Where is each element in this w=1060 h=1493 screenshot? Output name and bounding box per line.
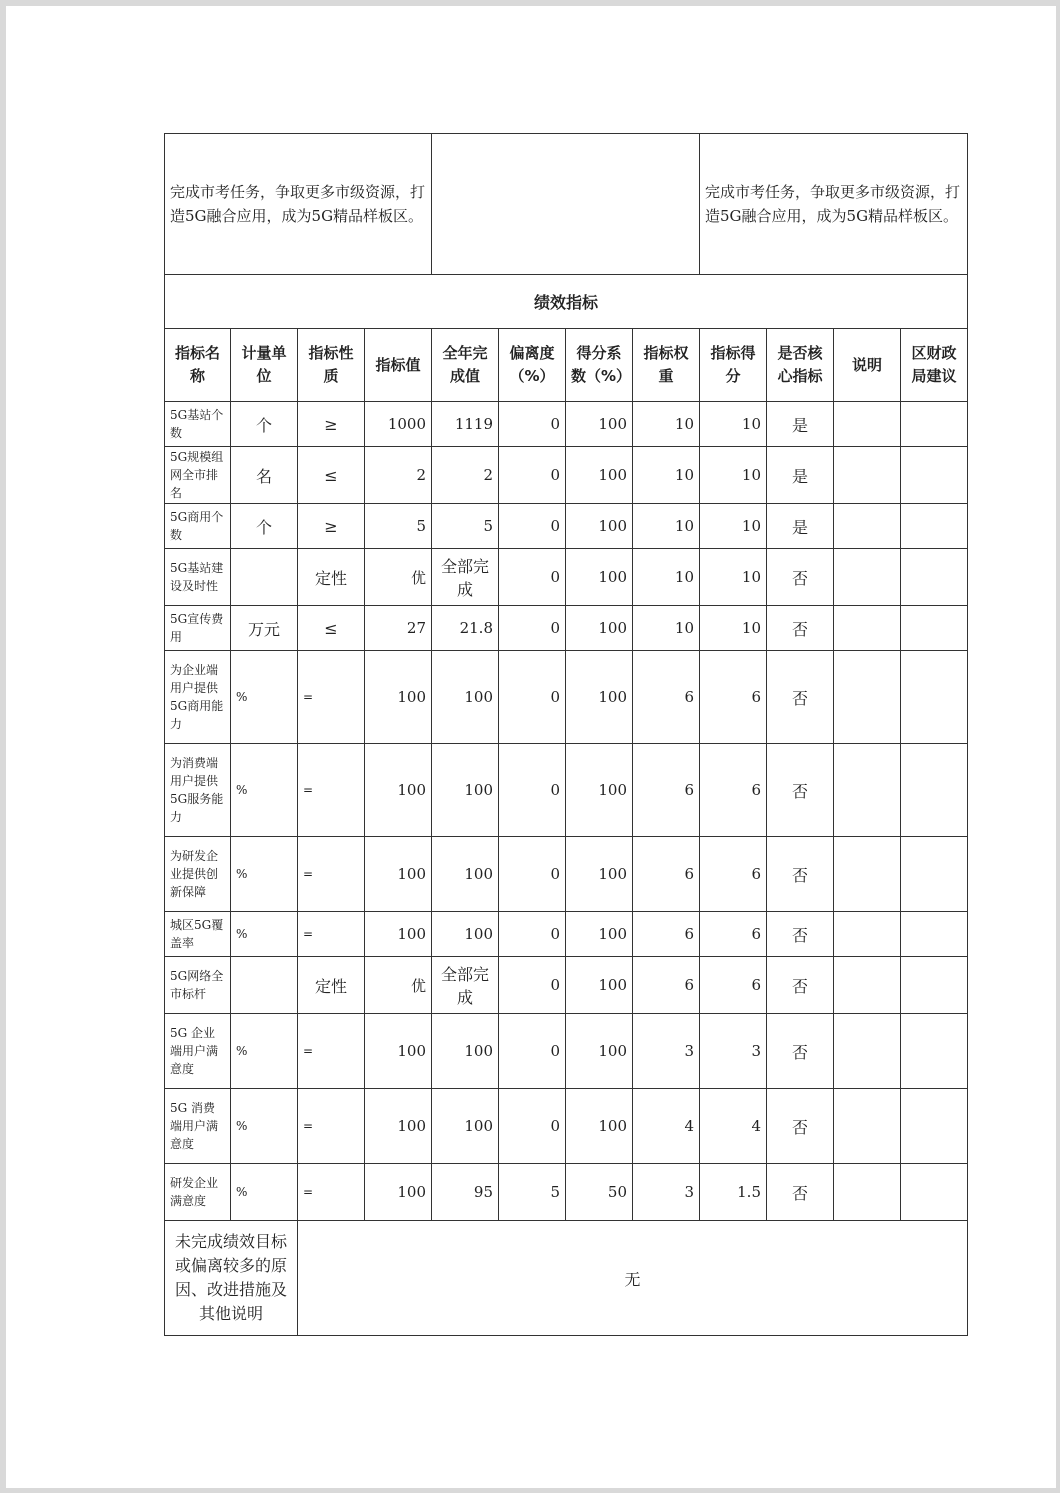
target-value: 100 xyxy=(365,912,432,957)
score-value: 10 xyxy=(700,402,767,447)
target-value: 100 xyxy=(365,651,432,744)
nature-cell: = xyxy=(298,1014,365,1089)
core-flag: 否 xyxy=(767,837,834,912)
indicator-name: 为研发企业提供创新保障 xyxy=(165,837,231,912)
footer-value: 无 xyxy=(298,1221,968,1336)
indicator-name: 5G商用个数 xyxy=(165,504,231,549)
weight-value: 6 xyxy=(633,744,700,837)
advice-cell xyxy=(901,447,968,504)
actual-value: 100 xyxy=(432,1014,499,1089)
nature-cell: = xyxy=(298,651,365,744)
table-row xyxy=(165,549,968,606)
header-cell: 计量单位 xyxy=(231,329,298,402)
score-value: 6 xyxy=(700,837,767,912)
table-row xyxy=(165,651,968,744)
target-value: 27 xyxy=(365,606,432,651)
weight-value: 4 xyxy=(633,1089,700,1164)
unit-cell xyxy=(231,549,298,606)
coefficient-value: 100 xyxy=(566,549,633,606)
actual-value: 2 xyxy=(432,447,499,504)
advice-cell xyxy=(901,837,968,912)
header-cell: 区财政局建议 xyxy=(901,329,968,402)
table-row xyxy=(165,504,968,549)
header-cell: 得分系数（%） xyxy=(566,329,633,402)
unit-cell: % xyxy=(231,744,298,837)
note-cell xyxy=(834,402,901,447)
weight-value: 10 xyxy=(633,606,700,651)
core-flag: 否 xyxy=(767,957,834,1014)
goal-text-middle xyxy=(432,134,700,275)
advice-cell xyxy=(901,606,968,651)
unit-cell: 个 xyxy=(231,504,298,549)
weight-value: 6 xyxy=(633,957,700,1014)
actual-value: 100 xyxy=(432,912,499,957)
nature-cell: = xyxy=(298,1164,365,1221)
target-value: 1000 xyxy=(365,402,432,447)
target-value: 100 xyxy=(365,1164,432,1221)
deviation-value: 0 xyxy=(499,744,566,837)
actual-value: 21.8 xyxy=(432,606,499,651)
table-row xyxy=(165,447,968,504)
note-cell xyxy=(834,651,901,744)
score-value: 6 xyxy=(700,744,767,837)
coefficient-value: 100 xyxy=(566,1089,633,1164)
performance-table xyxy=(164,133,968,1336)
score-value: 3 xyxy=(700,1014,767,1089)
target-value: 100 xyxy=(365,837,432,912)
note-cell xyxy=(834,744,901,837)
table-row xyxy=(165,606,968,651)
header-cell: 说明 xyxy=(834,329,901,402)
nature-cell: = xyxy=(298,837,365,912)
actual-value: 5 xyxy=(432,504,499,549)
indicator-name: 城区5G覆盖率 xyxy=(165,912,231,957)
coefficient-value: 100 xyxy=(566,651,633,744)
advice-cell xyxy=(901,744,968,837)
score-value: 6 xyxy=(700,912,767,957)
advice-cell xyxy=(901,1164,968,1221)
note-cell xyxy=(834,1014,901,1089)
target-value: 2 xyxy=(365,447,432,504)
coefficient-value: 100 xyxy=(566,1014,633,1089)
nature-cell: ≤ xyxy=(298,606,365,651)
advice-cell xyxy=(901,1089,968,1164)
unit-cell xyxy=(231,957,298,1014)
actual-value: 1119 xyxy=(432,402,499,447)
indicator-name: 为消费端用户提供5G服务能力 xyxy=(165,744,231,837)
indicator-name: 5G宣传费用 xyxy=(165,606,231,651)
deviation-value: 0 xyxy=(499,837,566,912)
score-value: 6 xyxy=(700,651,767,744)
advice-cell xyxy=(901,1014,968,1089)
weight-value: 6 xyxy=(633,912,700,957)
coefficient-value: 100 xyxy=(566,912,633,957)
nature-cell: = xyxy=(298,744,365,837)
nature-cell: ≤ xyxy=(298,447,365,504)
section-title-row xyxy=(165,275,968,329)
advice-cell xyxy=(901,504,968,549)
target-value: 优 xyxy=(365,549,432,606)
actual-value: 100 xyxy=(432,651,499,744)
indicator-name: 为企业端用户提供5G商用能力 xyxy=(165,651,231,744)
weight-value: 10 xyxy=(633,549,700,606)
table-row xyxy=(165,1014,968,1089)
table-row xyxy=(165,744,968,837)
score-value: 10 xyxy=(700,504,767,549)
unit-cell: % xyxy=(231,1164,298,1221)
footer-label: 未完成绩效目标或偏离较多的原因、改进措施及其他说明 xyxy=(165,1221,298,1336)
header-cell: 是否核心指标 xyxy=(767,329,834,402)
unit-cell: 万元 xyxy=(231,606,298,651)
indicator-name: 研发企业满意度 xyxy=(165,1164,231,1221)
core-flag: 否 xyxy=(767,1014,834,1089)
unit-cell: 个 xyxy=(231,402,298,447)
score-value: 10 xyxy=(700,549,767,606)
target-value: 100 xyxy=(365,1089,432,1164)
advice-cell xyxy=(901,402,968,447)
goal-row xyxy=(165,134,968,275)
actual-value: 95 xyxy=(432,1164,499,1221)
score-value: 4 xyxy=(700,1089,767,1164)
deviation-value: 0 xyxy=(499,447,566,504)
weight-value: 6 xyxy=(633,651,700,744)
table-row xyxy=(165,837,968,912)
document-page xyxy=(6,6,1056,1488)
deviation-value: 0 xyxy=(499,651,566,744)
unit-cell: % xyxy=(231,1089,298,1164)
nature-cell: 定性 xyxy=(298,957,365,1014)
deviation-value: 0 xyxy=(499,549,566,606)
advice-cell xyxy=(901,651,968,744)
coefficient-value: 50 xyxy=(566,1164,633,1221)
core-flag: 否 xyxy=(767,606,834,651)
deviation-value: 0 xyxy=(499,1089,566,1164)
unit-cell: % xyxy=(231,912,298,957)
note-cell xyxy=(834,837,901,912)
table-row xyxy=(165,402,968,447)
note-cell xyxy=(834,1089,901,1164)
deviation-value: 0 xyxy=(499,504,566,549)
actual-value: 全部完成 xyxy=(432,549,499,606)
indicator-name: 5G 消费端用户满意度 xyxy=(165,1089,231,1164)
deviation-value: 0 xyxy=(499,606,566,651)
weight-value: 10 xyxy=(633,447,700,504)
header-cell: 指标性质 xyxy=(298,329,365,402)
nature-cell: = xyxy=(298,912,365,957)
advice-cell xyxy=(901,957,968,1014)
unit-cell: % xyxy=(231,651,298,744)
weight-value: 3 xyxy=(633,1014,700,1089)
score-value: 10 xyxy=(700,606,767,651)
indicator-name: 5G规模组网全市排名 xyxy=(165,447,231,504)
target-value: 100 xyxy=(365,1014,432,1089)
goal-text-left: 完成市考任务，争取更多市级资源，打造5G融合应用，成为5G精品样板区。 xyxy=(165,134,432,275)
target-value: 100 xyxy=(365,744,432,837)
core-flag: 否 xyxy=(767,1089,834,1164)
note-cell xyxy=(834,504,901,549)
unit-cell: % xyxy=(231,1014,298,1089)
core-flag: 否 xyxy=(767,744,834,837)
header-cell: 指标权重 xyxy=(633,329,700,402)
note-cell xyxy=(834,912,901,957)
deviation-value: 0 xyxy=(499,912,566,957)
advice-cell xyxy=(901,549,968,606)
coefficient-value: 100 xyxy=(566,402,633,447)
weight-value: 3 xyxy=(633,1164,700,1221)
header-cell: 全年完成值 xyxy=(432,329,499,402)
target-value: 5 xyxy=(365,504,432,549)
indicator-name: 5G 企业端用户满意度 xyxy=(165,1014,231,1089)
note-cell xyxy=(834,1164,901,1221)
table-row xyxy=(165,912,968,957)
section-title: 绩效指标 xyxy=(165,275,968,329)
actual-value: 100 xyxy=(432,837,499,912)
actual-value: 100 xyxy=(432,744,499,837)
unit-cell: 名 xyxy=(231,447,298,504)
indicator-name: 5G网络全市标杆 xyxy=(165,957,231,1014)
coefficient-value: 100 xyxy=(566,957,633,1014)
nature-cell: ≥ xyxy=(298,402,365,447)
core-flag: 否 xyxy=(767,651,834,744)
target-value: 优 xyxy=(365,957,432,1014)
note-cell xyxy=(834,957,901,1014)
score-value: 6 xyxy=(700,957,767,1014)
core-flag: 是 xyxy=(767,402,834,447)
actual-value: 全部完成 xyxy=(432,957,499,1014)
deviation-value: 0 xyxy=(499,402,566,447)
nature-cell: ≥ xyxy=(298,504,365,549)
coefficient-value: 100 xyxy=(566,447,633,504)
header-cell: 指标值 xyxy=(365,329,432,402)
coefficient-value: 100 xyxy=(566,744,633,837)
note-cell xyxy=(834,447,901,504)
footer-row xyxy=(165,1221,968,1336)
core-flag: 否 xyxy=(767,912,834,957)
table-row xyxy=(165,1164,968,1221)
header-cell: 偏离度（%） xyxy=(499,329,566,402)
indicator-name: 5G基站个数 xyxy=(165,402,231,447)
goal-text-right: 完成市考任务，争取更多市级资源，打造5G融合应用，成为5G精品样板区。 xyxy=(700,134,968,275)
deviation-value: 0 xyxy=(499,1014,566,1089)
weight-value: 6 xyxy=(633,837,700,912)
score-value: 10 xyxy=(700,447,767,504)
header-cell: 指标得分 xyxy=(700,329,767,402)
coefficient-value: 100 xyxy=(566,504,633,549)
core-flag: 否 xyxy=(767,549,834,606)
coefficient-value: 100 xyxy=(566,606,633,651)
unit-cell: % xyxy=(231,837,298,912)
indicator-name: 5G基站建设及时性 xyxy=(165,549,231,606)
weight-value: 10 xyxy=(633,402,700,447)
header-cell: 指标名称 xyxy=(165,329,231,402)
weight-value: 10 xyxy=(633,504,700,549)
core-flag: 是 xyxy=(767,504,834,549)
note-cell xyxy=(834,549,901,606)
table-row xyxy=(165,1089,968,1164)
score-value: 1.5 xyxy=(700,1164,767,1221)
table-row xyxy=(165,957,968,1014)
nature-cell: 定性 xyxy=(298,549,365,606)
nature-cell: = xyxy=(298,1089,365,1164)
note-cell xyxy=(834,606,901,651)
core-flag: 否 xyxy=(767,1164,834,1221)
deviation-value: 0 xyxy=(499,957,566,1014)
coefficient-value: 100 xyxy=(566,837,633,912)
core-flag: 是 xyxy=(767,447,834,504)
advice-cell xyxy=(901,912,968,957)
header-row xyxy=(165,329,968,402)
actual-value: 100 xyxy=(432,1089,499,1164)
deviation-value: 5 xyxy=(499,1164,566,1221)
